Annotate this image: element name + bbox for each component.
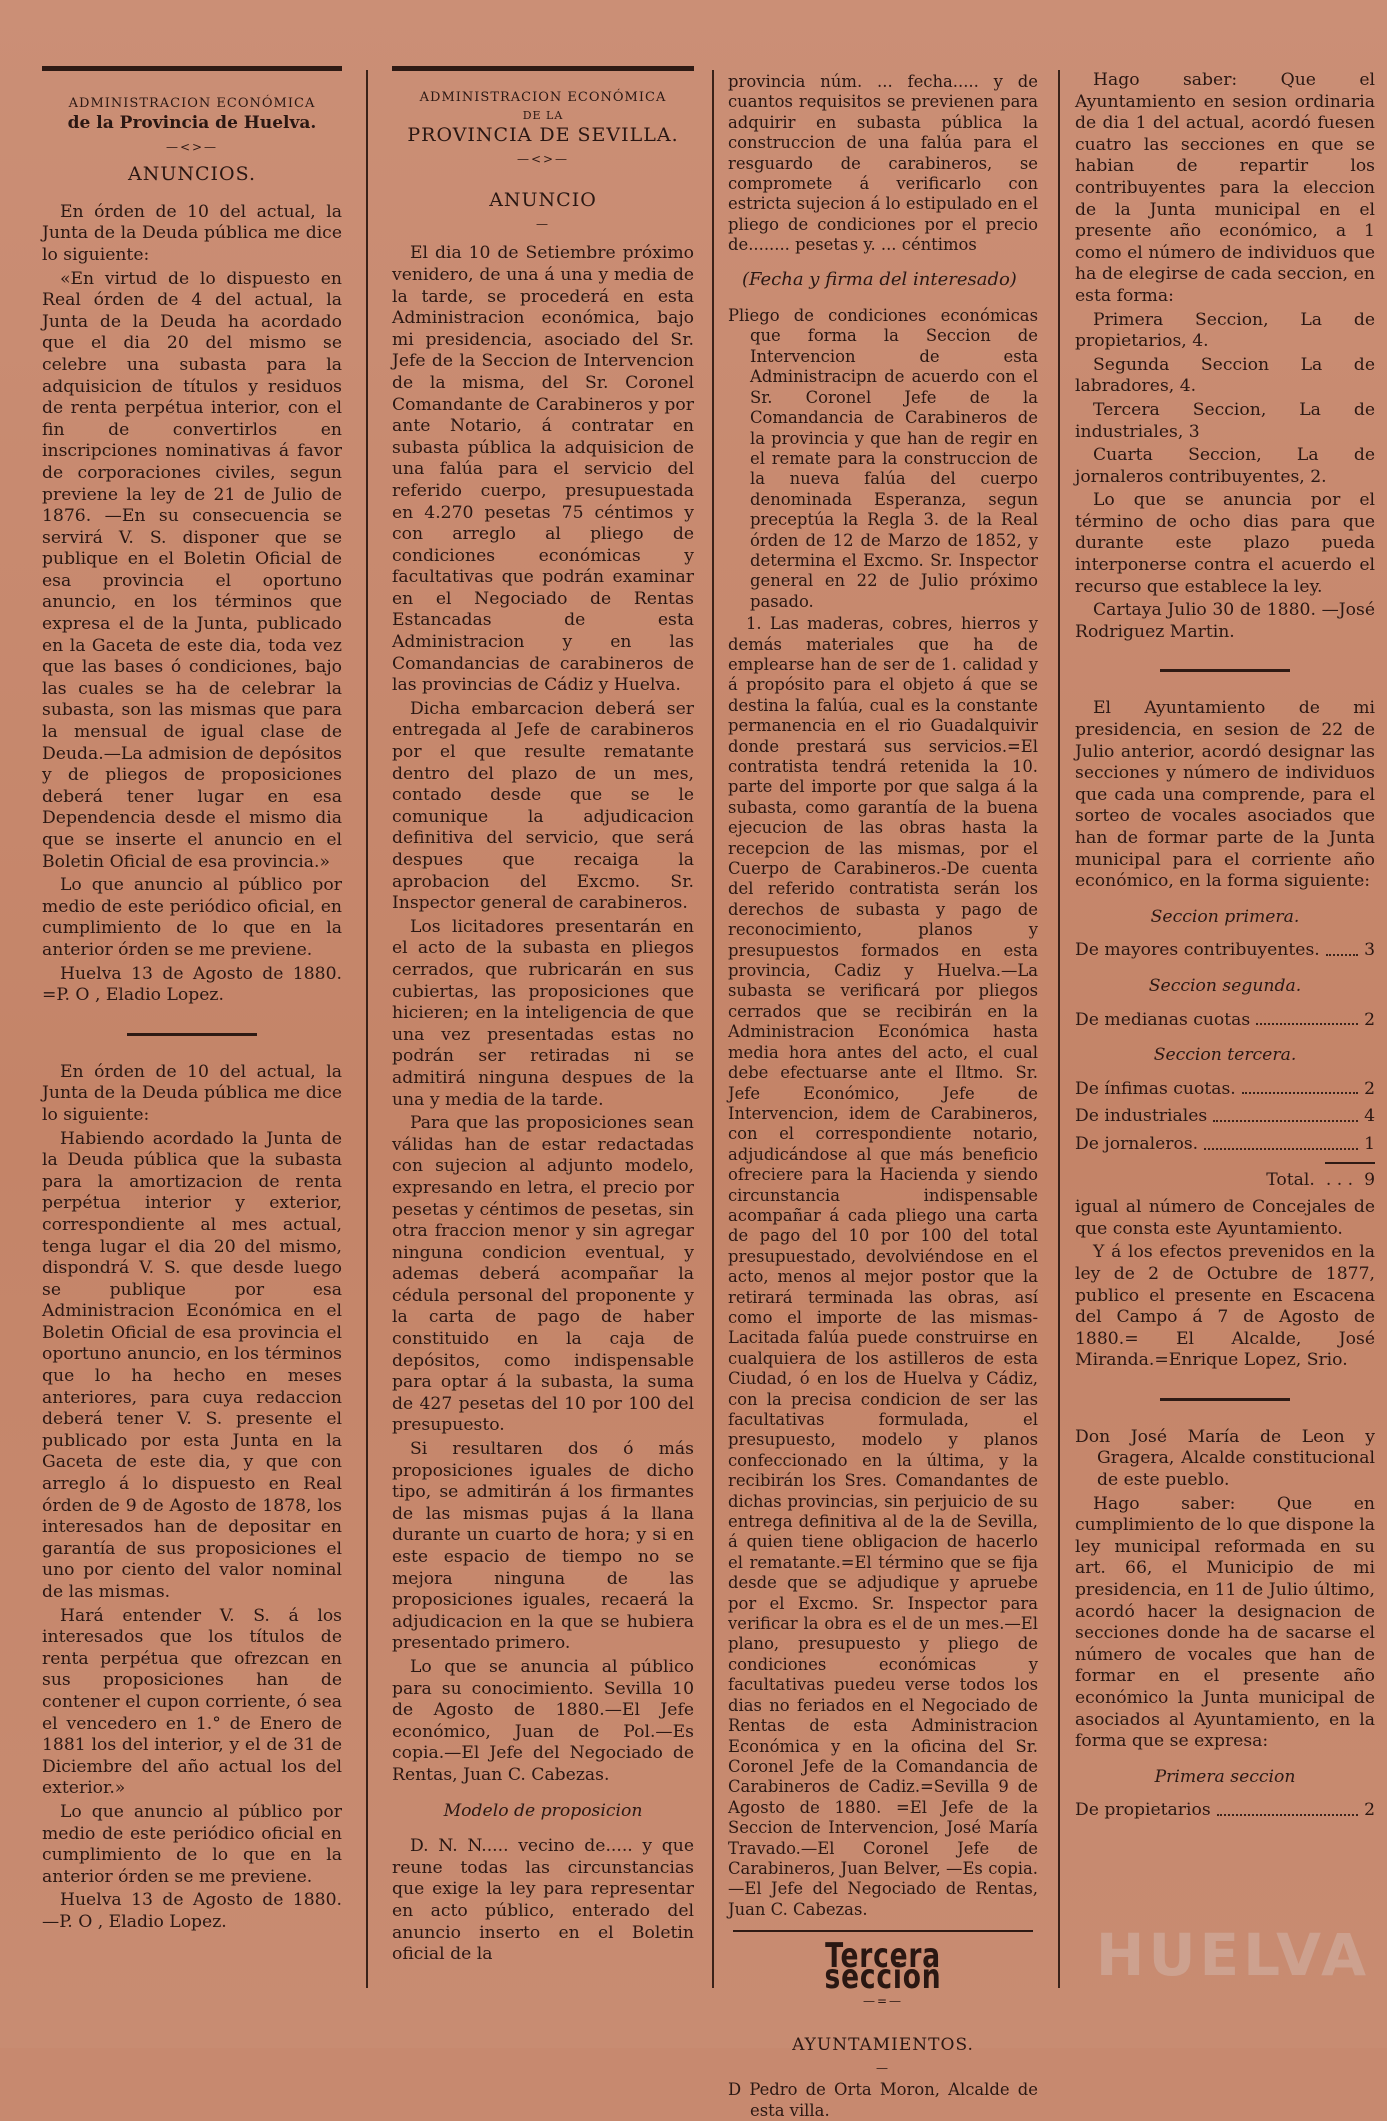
signature: Huelva 13 de Agosto de 1880. =P. O , Eladio Lopez. — [42, 963, 342, 1006]
column-3 — [728, 72, 1038, 2120]
list-label: De jornaleros. — [1075, 1133, 1199, 1154]
total-label: Total. — [1266, 1169, 1315, 1190]
dash: — — [536, 216, 550, 231]
list-item — [1075, 1010, 1375, 1032]
column-divider — [712, 70, 714, 1988]
paragraph: «En virtud de lo dispuesto en Real órden de 4 del actual, la Junta de la Deuda ha acordado que el dia 20 del mismo se celebre una subasta para la adquisicion de títulos y residuos de renta perpétua interior, con el fin de convertirlos en inscripciones nominativas á favor de corporaciones civiles, segun previene la ley de 21 de Julio de 1876. —En su consecuencia se servirá V. S. disponer que se publique en el Boletin Oficial de esa provincia el oportuno anuncio, en los términos que expresa el de la Junta, publicado en la Gaceta de este dia, toda vez que las bases ó condiciones, bajo las cuales se ha de celebrar la subasta, son las mismas que para la mensual de igual clase de Deuda.—La admision de depósitos y de pliegos de proposiciones deberá tener lugar en esa Dependencia desde el mismo dia que se inserte el anuncio en el Boletin Oficial de esa provincia.» — [42, 268, 342, 872]
header-de-la: DE LA — [522, 109, 564, 122]
ornament: —<>— — [516, 151, 570, 166]
paragraph: Si resultaren dos ó más proposiciones iguales de dicho tipo, se admitirán á los firmantes de las mismas pujas á la llana durante un cuarto de hora; y si en este espacio de tiempo no se mejora ninguna de las proposiciones iguales, recaerá la adjudicacion en la que se hubiera presentado primero. — [392, 1439, 694, 1654]
list-item — [1075, 1079, 1375, 1101]
list-label: De medianas cuotas — [1075, 1009, 1251, 1030]
header-administracion: ADMINISTRACION ECONÓMICA — [68, 96, 316, 111]
signature: Huelva 13 de Agosto de 1880. —P. O , Eladio Lopez. — [42, 1890, 342, 1932]
signature: Cartaya Julio 30 de 1880. —José Rodriguez Martin. — [1075, 600, 1375, 642]
total-line: Total. . . . 9 — [1266, 1169, 1375, 1190]
list-label: De mayores contribuyentes. — [1075, 940, 1320, 961]
paragraph: provincia núm. ... fecha..... y de cuantos requisitos se previenen para adquirir en subasta pública la construccion de una falúa para el resguardo de carabineros, se compromete á verificarlo con estricta sujecion á lo estipulado en el pliego de condiciones por el precio de........ pesetas y. ... céntimos — [728, 72, 1038, 255]
list-item — [1075, 1134, 1375, 1156]
total-value: 9 — [1364, 1169, 1375, 1190]
list-value: 3 — [1364, 940, 1375, 961]
top-rule — [42, 66, 342, 71]
paragraph: D Pedro de Orta Moron, Alcalde de esta villa. — [728, 2080, 1038, 2120]
tercera-seccion-title: Tercera seccion — [824, 1936, 942, 1997]
list-item — [1075, 940, 1375, 962]
top-rule — [392, 66, 694, 71]
column-2 — [392, 58, 694, 2018]
section-anuncio: ANUNCIO — [489, 189, 597, 212]
pliego-body: 1. Las maderas, cobres, hierros y demás materiales que ha de emplearse han de ser de 1. calidad y á propósito para el objeto á que se destina la falúa, cual es la constante permanencia en el rio Guadalquivir donde prestará sus servicios.=El contratista tendrá retenida la 10. parte del importe por que salga á la subasta, como garantía de la buena ejecucion de las obras hasta la recepcion de las mismas, por el Cuerpo de Carabineros.-De cuenta del referido contratista serán los derechos de subasta y pago de reconocimiento, planos y presupuestos formados en esta provincia, Cadiz y Huelva.—La subasta se verificará por pliegos cerrados que se recibirán en la Administracion Económica hasta media hora antes del acto, el cual debe efectuarse ante el Iltmo. Sr. Jefe Económico, Jefe de Intervencion, idem de Carabineros, con el correspondiente notario, adjudicándose al que más beneficio ofreciere para la Hacienda y siendo circunstancia indispensable acompañar á cada pliego una carta de pago del 10 por 100 del total presupuestado, devolviéndose en el acto, menos al mejor postor que la retirará terminada las obras, así como el importe de las mismas-Lacitada falúa puede construirse en cualquiera de los astilleros de esta Ciudad, ó en los de Huelva y Cádiz, con la precisa condicion de ser las facultativas formulada, el presupuesto, modelo y planos confeccionado en la última, y la recibirán los Sres. Comandantes de dichas provincias, sin perjuicio de su entrega definitiva al de la de Sevilla, á quien tiene obligacion de hacerlo el rematante.=El término que se fija desde que se adjudique y apruebe por el Excmo. Sr. Inspector para verificar la obra es el de un mes.—El plano, presupuesto y pliego de condiciones económicas y facultativas puedeu verse todos los dias no feriados en el Negociado de Rentas de esta Administracion Económica y en la oficina del Sr. Coronel Jefe de la Comandancia de Carabineros de Cadiz.=Sevilla 9 de Agosto de 1880. =El Jefe de la Seccion de Intervencion, José María Travado.—El Coronel Jefe de Carabineros, Juan Belver, —Es copia.—El Jefe del Negociado de Rentas, Juan C. Cabezas. — [728, 614, 1038, 1919]
list-value: 2 — [1364, 1009, 1375, 1030]
list-value: 2 — [1364, 1800, 1375, 1821]
total-rule — [1325, 1162, 1375, 1164]
column-divider — [366, 70, 368, 1988]
list-item: Cuarta Seccion, La de jornaleros contribuyentes, 2. — [1075, 445, 1375, 487]
fecha-firma: (Fecha y firma del interesado) — [742, 268, 1017, 290]
separator — [127, 1033, 257, 1036]
paragraph: Lo que anuncio al público por medio de este periódico oficial en cumplimiento de lo que en la anterior órden se me previene. — [42, 1801, 342, 1887]
paragraph: Lo que se anuncia por el término de ocho dias para que durante este plazo pueda interponerse contra el acuerdo el recurso que establece la ley. — [1075, 490, 1375, 597]
seccion-tercera: Seccion tercera. — [1153, 1045, 1297, 1066]
paragraph: Hará entender V. S. á los interesados que los títulos de renta perpétua que ofrezcan en sus proposiciones han de contener el cupon corriente, ó sea el vencedero en 1.° de Enero de 1881 los del interior, y el de 31 de Diciembre del año actual los del exterior.» — [42, 1605, 342, 1799]
list-item — [1075, 1106, 1375, 1128]
list-value: 1 — [1364, 1133, 1375, 1154]
paragraph: En órden de 10 del actual, la Junta de la Deuda pública me dice lo siguiente: — [42, 1061, 342, 1125]
separator — [1160, 669, 1290, 672]
list-item: Primera Seccion, La de propietarios, 4. — [1075, 309, 1375, 352]
separator — [733, 1930, 1033, 1932]
paragraph: En órden de 10 del actual, la Junta de la Deuda pública me dice lo siguiente: — [42, 201, 342, 265]
paragraph: Para que las proposiciones sean válidas han de estar redactadas con sujecion al adjunto modelo, expresando en letra, el precio por pesetas y céntimos de pesetas, sin otra fraccion menor y sin agregar ninguna condicion eventual, y ademas deberá acompañar la cédula personal del proponente y la carta de pago de haber constituido en la caja de depósitos, como indispensable para optar á la subasta, la suma de 427 pesetas del 10 por 100 del presupuesto. — [392, 1113, 694, 1436]
list-label: De ínfimas cuotas. — [1075, 1078, 1236, 1099]
paragraph: Habiendo acordado la Junta de la Deuda pública que la subasta para la amortizacion de renta perpétua interior y exterior, correspondiente al mes actual, tenga lugar el dia 20 del mismo, dispondrá V. S. que desde luego se publique por esa Administracion Económica en el Boletin Oficial de esa provincia el oportuno anuncio, en los términos que lo ha hecho en meses anteriores, para cuya redaccion deberá tener V. S. presente el publicado por esta Junta en la Gaceta de este dia, y que con arreglo á lo dispuesto en Real órden de 9 de Agosto de 1878, los interesados han de depositar en garantía de sus proposiciones el uno por ciento del valor nominal de las mismas. — [42, 1128, 342, 1602]
header-administracion: ADMINISTRACION ECONÓMICA — [419, 90, 667, 105]
paragraph: igual al número de Concejales de que consta este Ayuntamiento. — [1075, 1197, 1375, 1239]
paragraph: El Ayuntamiento de mi presidencia, en sesion de 22 de Julio anterior, acordó designar las secciones y número de individuos que cada una comprende, para el sorteo de vocales asociados que han de formar parte de la Junta municipal para el corriente año económico, en la forma siguiente: — [1075, 698, 1375, 892]
list-label: De propietarios — [1075, 1800, 1211, 1821]
paragraph: El dia 10 de Setiembre próximo venidero, de una á una y media de la tarde, se procederá en esta Administracion económica, bajo mi presidencia, asociado del Sr. Jefe de la Seccion de Intervencion de la misma, del Sr. Coronel Comandante de Carabineros y por ante Notario, á contratar en subasta pública la adquisicion de una falúa para el servicio del referido cuerpo, presupuestada en 4.270 pesetas 75 céntimos y con arreglo al pliego de condiciones económicas y facultativas que podrán examinar en el Negociado de Rentas Estancadas de esta Administracion y en las Comandancias de carabineros de las provincias de Cádiz y Huelva. — [392, 243, 694, 696]
paragraph: D. N. N..... vecino de..... y que reune todas las circunstancias que exige la ley para representar en acto público, enterado del anuncio inserto en el Boletin oficial de la — [392, 1836, 694, 1965]
paragraph: Lo que se anuncia al público para su conocimiento. Sevilla 10 de Agosto de 1880.—El Jefe económico, Juan de Pol.—Es copia.—El Jefe del Negociado de Rentas, Juan C. Cabezas. — [392, 1656, 694, 1785]
column-4 — [1075, 70, 1375, 2018]
primera-seccion: Primera seccion — [1154, 1766, 1296, 1787]
paragraph: Don José María de Leon y Gragera, Alcalde constitucional de este pueblo. — [1075, 1426, 1375, 1491]
list-value: 2 — [1364, 1078, 1375, 1099]
list-item: Tercera Seccion, La de industriales, 3 — [1075, 399, 1375, 442]
section-anuncios: ANUNCIOS. — [128, 163, 256, 186]
paragraph: Los licitadores presentarán en el acto de la subasta en pliegos cerrados, que rubricarán en sus cubiertas, las proposiciones que hicieren; en la inteligencia de que una vez presentadas estas no podrán ser retiradas ni se admitirá ninguna despues de la una y media de la tarde. — [392, 916, 694, 1110]
section-ayuntamientos: AYUNTAMIENTOS. — [792, 2035, 974, 2056]
modelo-title: Modelo de proposicion — [443, 1800, 643, 1821]
column-1 — [42, 58, 342, 2018]
paragraph: Y á los efectos prevenidos en la ley de 2 de Octubre de 1877, publico el presente en Escacena del Campo á 7 de Agosto de 1880.= El Alcalde, José Miranda.=Enrique Lopez, Srio. — [1075, 1242, 1375, 1371]
ornament: —=— — [862, 1993, 904, 2008]
paragraph: Hago saber: Que en cumplimiento de lo que dispone la ley municipal reformada en su art. 66, el Municipio de mi presidencia, en 11 de Julio último, acordó hacer la designacion de secciones donde ha de sacarse el número de vocales que han de formar en el presente año económico la Junta municipal de asociados al Ayuntamiento, en la forma que se expresa: — [1075, 1493, 1375, 1752]
list-item: Segunda Seccion La de labradores, 4. — [1075, 354, 1375, 397]
paragraph: Hago saber: Que el Ayuntamiento en sesion ordinaria de dia 1 del actual, acordó fuesen cuatro las secciones en que se habian de repartir los contribuyentes para la eleccion de la Junta municipal en el presente año económico, a 1 como el número de individuos que ha de elegirse de cada seccion, en esta forma: — [1075, 70, 1375, 306]
list-value: 4 — [1364, 1106, 1375, 1127]
column-divider — [1058, 70, 1060, 1988]
header-provincia-sevilla: PROVINCIA DE SEVILLA. — [407, 124, 679, 146]
paragraph: Dicha embarcacion deberá ser entregada al Jefe de carabineros por el que resulte rematante dentro del plazo de un mes, contado desde que se le comunique la adjudicacion definitiva del servicio, que será despues que recaiga la aprobacion del Excmo. Sr. Inspector general de carabineros. — [392, 698, 694, 914]
ornament: —<>— — [165, 139, 219, 154]
separator — [1160, 1398, 1290, 1401]
dash: — — [876, 2060, 890, 2075]
watermark-logo: HUELVA — [1095, 1921, 1370, 1989]
pliego-title: Pliego de condiciones económicas que forma la Seccion de Intervencion de esta Administracipn de acuerdo con el Sr. Coronel Jefe de la Comandancia de Carabineros de la provincia y que han de regir en el remate para la construccion de la nueva falúa del cuerpo denominada Esperanza, segun preceptúa la Regla 3. de la Real órden de 12 de Marzo de 1852, y determina el Excmo. Sr. Inspector general en 22 de Julio próximo pasado. — [728, 306, 1038, 611]
list-item — [1075, 1800, 1375, 1822]
seccion-primera: Seccion primera. — [1150, 906, 1300, 927]
list-label: De industriales — [1075, 1106, 1208, 1127]
header-provincia-huelva: de la Provincia de Huelva. — [67, 113, 317, 133]
paragraph: Lo que anuncio al público por medio de este periódico oficial, en cumplimiento de lo que en la anterior órden se me previene. — [42, 875, 342, 960]
seccion-segunda: Seccion segunda. — [1148, 975, 1302, 996]
